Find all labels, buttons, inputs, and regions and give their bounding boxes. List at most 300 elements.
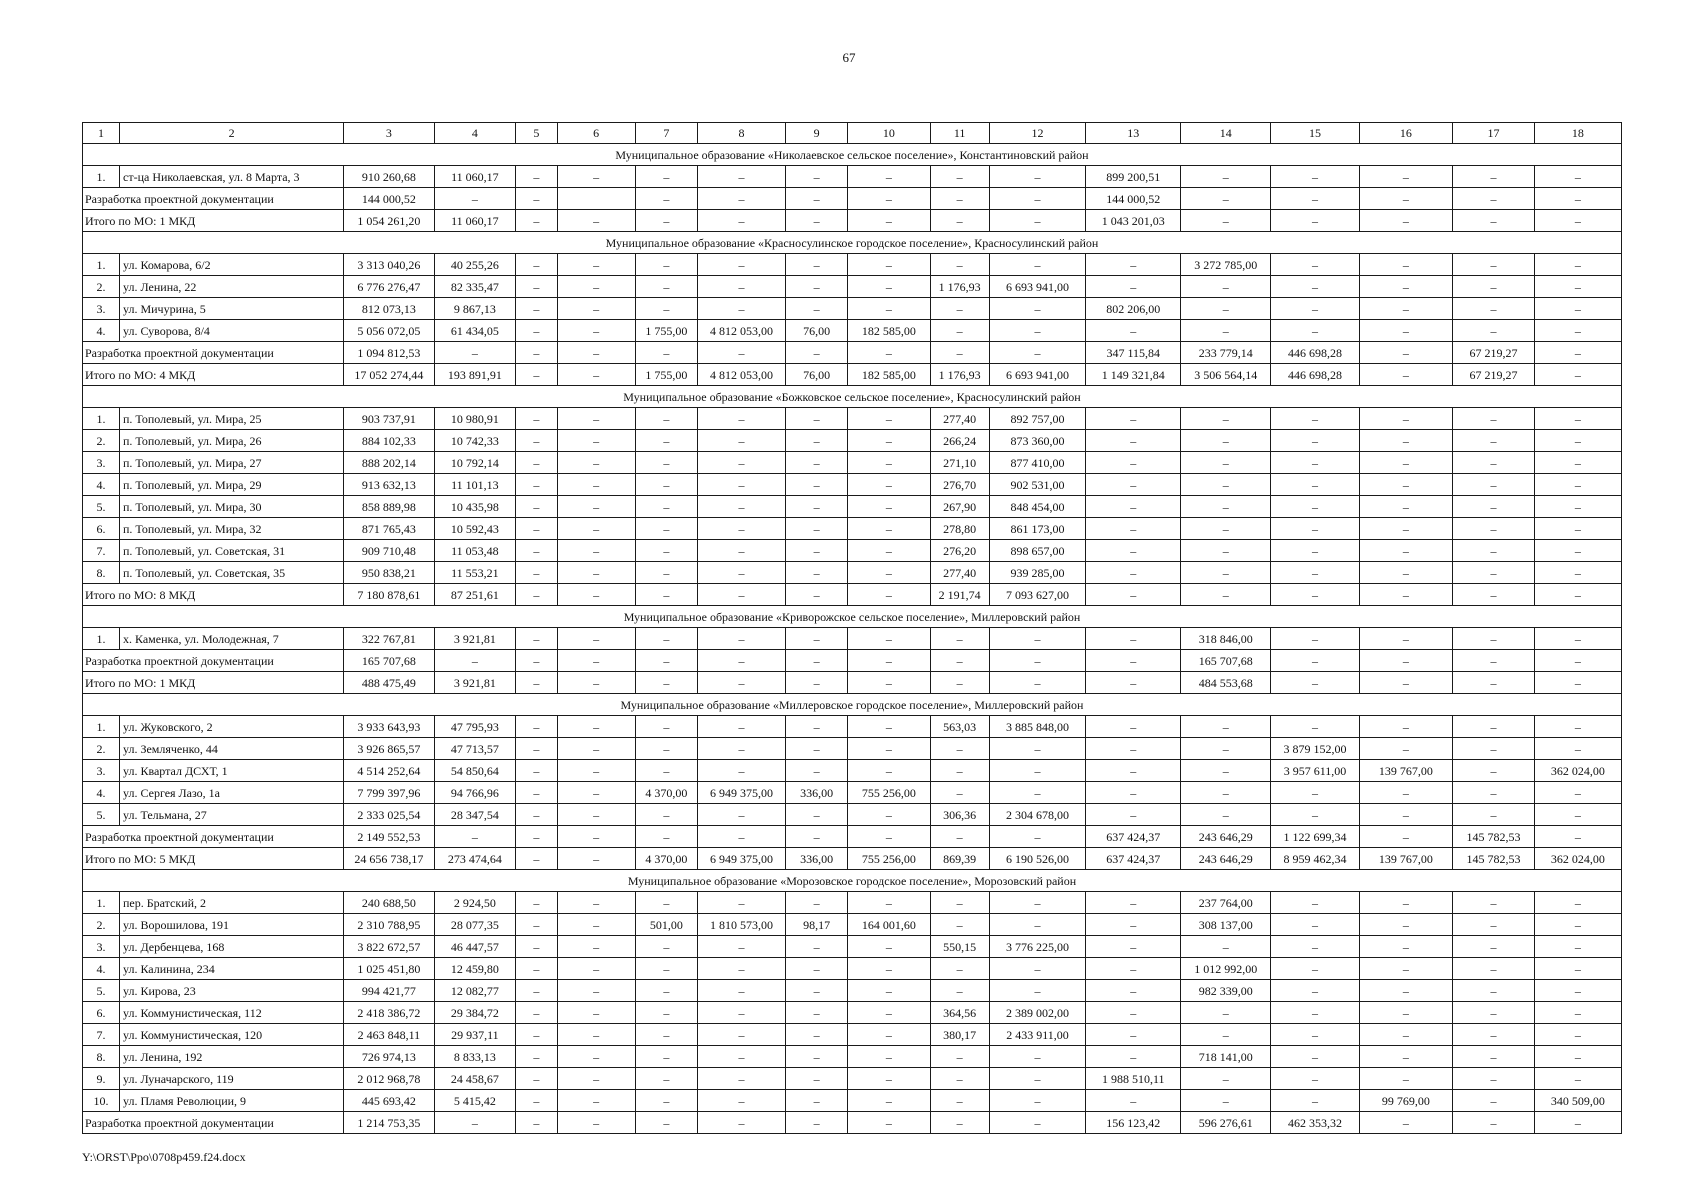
value-cell: – [557,430,635,452]
value-cell: – [697,276,785,298]
value-cell: – [786,408,848,430]
value-cell: – [1534,408,1621,430]
value-cell: – [848,452,931,474]
summary-label: Разработка проектной документации [83,188,344,210]
value-cell: – [848,716,931,738]
building-row [83,430,1622,452]
value-cell: – [557,1024,635,1046]
value-cell: – [516,804,557,826]
value-cell: – [635,540,697,562]
value-cell: – [557,1002,635,1024]
value-cell: 550,15 [930,936,989,958]
value-cell: – [635,892,697,914]
column-number-cell: 13 [1086,123,1181,144]
building-address: п. Тополевый, ул. Мира, 30 [120,496,344,518]
value-cell: 165 707,68 [1181,650,1271,672]
value-cell: – [848,980,931,1002]
value-cell: – [557,474,635,496]
value-cell: 1 122 699,34 [1271,826,1359,848]
value-cell: – [697,1024,785,1046]
value-cell: – [848,826,931,848]
value-cell: 1 025 451,80 [344,958,434,980]
value-cell: – [697,496,785,518]
value-cell: – [1534,166,1621,188]
summary-row [83,364,1622,386]
building-row [83,320,1622,342]
value-cell: 4 812 053,00 [697,320,785,342]
value-cell: – [557,364,635,386]
value-cell: 67 219,27 [1453,364,1535,386]
value-cell: – [557,936,635,958]
value-cell: – [1453,1090,1535,1112]
item-number: 5. [83,496,120,518]
value-cell: 950 838,21 [344,562,434,584]
value-cell: – [1181,1002,1271,1024]
value-cell: – [1534,584,1621,606]
column-number-cell: 16 [1359,123,1453,144]
value-cell: – [516,188,557,210]
building-row [83,540,1622,562]
value-cell: – [557,672,635,694]
summary-label: Итого по МО: 1 МКД [83,672,344,694]
value-cell: – [635,958,697,980]
value-cell: – [635,628,697,650]
value-cell: 76,00 [786,364,848,386]
value-cell: – [635,518,697,540]
item-number: 4. [83,320,120,342]
value-cell: – [930,826,989,848]
value-cell: – [635,408,697,430]
summary-label: Итого по МО: 5 МКД [83,848,344,870]
value-cell: 237 764,00 [1181,892,1271,914]
value-cell: – [848,518,931,540]
value-cell: 308 137,00 [1181,914,1271,936]
value-cell: 380,17 [930,1024,989,1046]
value-cell: – [697,650,785,672]
value-cell: – [1271,408,1359,430]
value-cell: – [989,298,1086,320]
value-cell: – [1534,1024,1621,1046]
value-cell: – [989,320,1086,342]
value-cell: – [1534,474,1621,496]
value-cell: – [516,1068,557,1090]
value-cell: – [1359,210,1453,232]
item-number: 2. [83,738,120,760]
value-cell: 484 553,68 [1181,672,1271,694]
column-number-cell: 8 [697,123,785,144]
value-cell: – [1534,562,1621,584]
value-cell: – [786,650,848,672]
value-cell: – [1181,518,1271,540]
value-cell: – [557,1046,635,1068]
value-cell: – [930,672,989,694]
value-cell: 3 879 152,00 [1271,738,1359,760]
value-cell: – [557,496,635,518]
value-cell: – [516,1090,557,1112]
value-cell: – [516,826,557,848]
value-cell: 336,00 [786,782,848,804]
item-number: 7. [83,540,120,562]
municipality-section-row [83,694,1622,716]
value-cell: – [1453,408,1535,430]
value-cell: 28 077,35 [434,914,516,936]
value-cell: 888 202,14 [344,452,434,474]
value-cell: – [848,1024,931,1046]
building-address: п. Тополевый, ул. Мира, 32 [120,518,344,540]
value-cell: – [989,1112,1086,1134]
municipality-title: Муниципальное образование «Красносулинское городское поселение», Красносулинский район [83,232,1622,254]
value-cell: 903 737,91 [344,408,434,430]
building-address: п. Тополевый, ул. Мира, 27 [120,452,344,474]
building-address: п. Тополевый, ул. Советская, 35 [120,562,344,584]
value-cell: – [697,1046,785,1068]
value-cell: – [786,276,848,298]
value-cell: – [516,716,557,738]
value-cell: – [1086,562,1181,584]
value-cell: – [697,408,785,430]
value-cell: – [697,474,785,496]
building-address: ул. Сергея Лазо, 1а [120,782,344,804]
building-address: ул. Пламя Революции, 9 [120,1090,344,1112]
value-cell: – [697,298,785,320]
value-cell: – [1271,936,1359,958]
value-cell: – [1359,298,1453,320]
value-cell: – [786,474,848,496]
value-cell: – [1181,298,1271,320]
value-cell: – [516,980,557,1002]
value-cell: – [1271,672,1359,694]
value-cell: 7 180 878,61 [344,584,434,606]
value-cell: – [1359,474,1453,496]
value-cell: – [557,342,635,364]
value-cell: – [1086,716,1181,738]
building-address: ул. Калинина, 234 [120,958,344,980]
value-cell: – [989,914,1086,936]
value-cell: – [1453,320,1535,342]
column-number-cell: 2 [120,123,344,144]
value-cell: – [1086,254,1181,276]
value-cell: 10 792,14 [434,452,516,474]
value-cell: – [635,716,697,738]
value-cell: 3 921,81 [434,672,516,694]
value-cell: 347 115,84 [1086,342,1181,364]
value-cell: – [1271,914,1359,936]
value-cell: 1 988 510,11 [1086,1068,1181,1090]
item-number: 1. [83,628,120,650]
value-cell: – [1271,628,1359,650]
value-cell: – [635,980,697,1002]
value-cell: 7 093 627,00 [989,584,1086,606]
value-cell: – [989,254,1086,276]
value-cell: – [1271,1068,1359,1090]
value-cell: – [930,650,989,672]
item-number: 2. [83,276,120,298]
item-number: 2. [83,430,120,452]
value-cell: – [1359,1024,1453,1046]
value-cell: 4 370,00 [635,782,697,804]
value-cell: – [635,1112,697,1134]
value-cell: – [697,166,785,188]
value-cell: – [635,1046,697,1068]
value-cell: – [1359,826,1453,848]
building-address: ул. Жуковского, 2 [120,716,344,738]
value-cell: – [516,364,557,386]
value-cell: 812 073,13 [344,298,434,320]
value-cell: – [1534,210,1621,232]
value-cell: – [516,1112,557,1134]
value-cell: – [848,540,931,562]
value-cell: – [516,474,557,496]
value-cell: – [1271,518,1359,540]
value-cell: – [1359,188,1453,210]
value-cell: – [1359,342,1453,364]
value-cell: 462 353,32 [1271,1112,1359,1134]
value-cell: 2 333 025,54 [344,804,434,826]
value-cell: – [516,518,557,540]
value-cell: – [697,584,785,606]
value-cell: 637 424,37 [1086,848,1181,870]
value-cell: 165 707,68 [344,650,434,672]
value-cell: – [1271,210,1359,232]
value-cell: – [557,584,635,606]
value-cell: – [1453,1068,1535,1090]
value-cell: – [1181,562,1271,584]
value-cell: – [1271,716,1359,738]
value-cell: 276,70 [930,474,989,496]
building-row [83,254,1622,276]
value-cell: – [1086,804,1181,826]
value-cell: 446 698,28 [1271,342,1359,364]
value-cell: 4 370,00 [635,848,697,870]
value-cell: – [930,958,989,980]
value-cell: – [434,188,516,210]
value-cell: 909 710,48 [344,540,434,562]
value-cell: – [930,980,989,1002]
value-cell: – [1534,936,1621,958]
value-cell: – [1453,518,1535,540]
building-row [83,958,1622,980]
value-cell: – [848,760,931,782]
value-cell: – [930,1068,989,1090]
value-cell: – [989,826,1086,848]
value-cell: – [1534,782,1621,804]
value-cell: – [786,892,848,914]
building-row [83,804,1622,826]
value-cell: 501,00 [635,914,697,936]
value-cell: – [635,936,697,958]
item-number: 3. [83,936,120,958]
value-cell: – [930,782,989,804]
item-number: 10. [83,1090,120,1112]
item-number: 1. [83,892,120,914]
value-cell: 17 052 274,44 [344,364,434,386]
summary-row [83,210,1622,232]
value-cell: – [1359,1068,1453,1090]
value-cell: – [848,408,931,430]
value-cell: – [1271,166,1359,188]
item-number: 8. [83,562,120,584]
page-number: 67 [842,50,856,65]
value-cell: 1 755,00 [635,364,697,386]
value-cell: – [786,804,848,826]
value-cell: 1 214 753,35 [344,1112,434,1134]
value-cell: – [1534,430,1621,452]
value-cell: – [516,408,557,430]
value-cell: – [1271,1046,1359,1068]
value-cell: – [516,430,557,452]
value-cell: 10 742,33 [434,430,516,452]
value-cell: 848 454,00 [989,496,1086,518]
value-cell: – [848,1068,931,1090]
item-number: 6. [83,1002,120,1024]
value-cell: 869,39 [930,848,989,870]
value-cell: – [557,408,635,430]
column-number-cell: 12 [989,123,1086,144]
value-cell: – [1359,518,1453,540]
item-number: 4. [83,782,120,804]
value-cell: 11 053,48 [434,540,516,562]
value-cell: – [1271,276,1359,298]
value-cell: – [557,298,635,320]
summary-row [83,584,1622,606]
value-cell: – [1453,188,1535,210]
value-cell: 910 260,68 [344,166,434,188]
value-cell: – [989,166,1086,188]
value-cell: – [1181,760,1271,782]
value-cell: – [1271,452,1359,474]
value-cell: – [1271,958,1359,980]
value-cell: 6 693 941,00 [989,276,1086,298]
value-cell: – [557,716,635,738]
column-number-cell: 10 [848,123,931,144]
value-cell: – [516,892,557,914]
value-cell: 266,24 [930,430,989,452]
value-cell: – [697,430,785,452]
value-cell: – [557,452,635,474]
value-cell: – [697,1068,785,1090]
value-cell: – [516,1046,557,1068]
value-cell: – [1271,584,1359,606]
value-cell: – [786,716,848,738]
value-cell: – [848,254,931,276]
value-cell: 1 149 321,84 [1086,364,1181,386]
value-cell: – [786,672,848,694]
value-cell: – [635,1090,697,1112]
value-cell: 54 850,64 [434,760,516,782]
value-cell: – [516,848,557,870]
value-cell: – [1086,584,1181,606]
value-cell: – [848,562,931,584]
value-cell: – [516,782,557,804]
value-cell: – [1359,408,1453,430]
value-cell: – [848,1090,931,1112]
value-cell: – [1453,650,1535,672]
value-cell: – [635,430,697,452]
value-cell: – [1453,980,1535,1002]
value-cell: – [848,738,931,760]
building-address: ул. Ленина, 22 [120,276,344,298]
value-cell: – [697,804,785,826]
value-cell: 1 755,00 [635,320,697,342]
value-cell: – [1181,474,1271,496]
value-cell: – [1181,166,1271,188]
building-address: ул. Ворошилова, 191 [120,914,344,936]
value-cell: – [697,716,785,738]
value-cell: – [1453,254,1535,276]
value-cell: – [1181,716,1271,738]
value-cell: – [516,254,557,276]
building-row [83,298,1622,320]
value-cell: – [1181,210,1271,232]
value-cell: – [1534,672,1621,694]
value-cell: – [786,496,848,518]
funding-table [82,122,1622,1134]
value-cell: 563,03 [930,716,989,738]
value-cell: – [848,804,931,826]
value-cell: – [635,474,697,496]
value-cell: 445 693,42 [344,1090,434,1112]
summary-label: Итого по МО: 4 МКД [83,364,344,386]
building-row [83,1024,1622,1046]
value-cell: – [1453,628,1535,650]
value-cell: – [1359,738,1453,760]
value-cell: – [1181,936,1271,958]
value-cell: – [1534,1046,1621,1068]
value-cell: – [1359,672,1453,694]
building-address: п. Тополевый, ул. Мира, 29 [120,474,344,496]
value-cell: – [557,540,635,562]
value-cell: – [516,914,557,936]
municipality-section-row [83,386,1622,408]
building-row [83,166,1622,188]
value-cell: 884 102,33 [344,430,434,452]
value-cell: – [1534,254,1621,276]
value-cell: – [786,188,848,210]
value-cell: – [1359,716,1453,738]
value-cell: 9 867,13 [434,298,516,320]
value-cell: – [786,540,848,562]
value-cell: 2 149 552,53 [344,826,434,848]
value-cell: 11 553,21 [434,562,516,584]
value-cell: – [1453,584,1535,606]
value-cell: 755 256,00 [848,782,931,804]
value-cell: 98,17 [786,914,848,936]
value-cell: – [1086,1002,1181,1024]
value-cell: – [1453,276,1535,298]
value-cell: – [1534,826,1621,848]
summary-label: Разработка проектной документации [83,342,344,364]
value-cell: 982 339,00 [1181,980,1271,1002]
value-cell: – [786,210,848,232]
value-cell: – [697,1002,785,1024]
value-cell: – [434,826,516,848]
value-cell: – [786,628,848,650]
value-cell: – [1453,1024,1535,1046]
summary-row [83,848,1622,870]
value-cell: – [697,188,785,210]
value-cell: 193 891,91 [434,364,516,386]
value-cell: 47 713,57 [434,738,516,760]
value-cell: – [1359,892,1453,914]
value-cell: 267,90 [930,496,989,518]
value-cell: – [1359,540,1453,562]
value-cell: – [848,298,931,320]
value-cell: – [557,958,635,980]
value-cell: 1 810 573,00 [697,914,785,936]
value-cell: 145 782,53 [1453,848,1535,870]
value-cell: 1 054 261,20 [344,210,434,232]
value-cell: – [1453,716,1535,738]
